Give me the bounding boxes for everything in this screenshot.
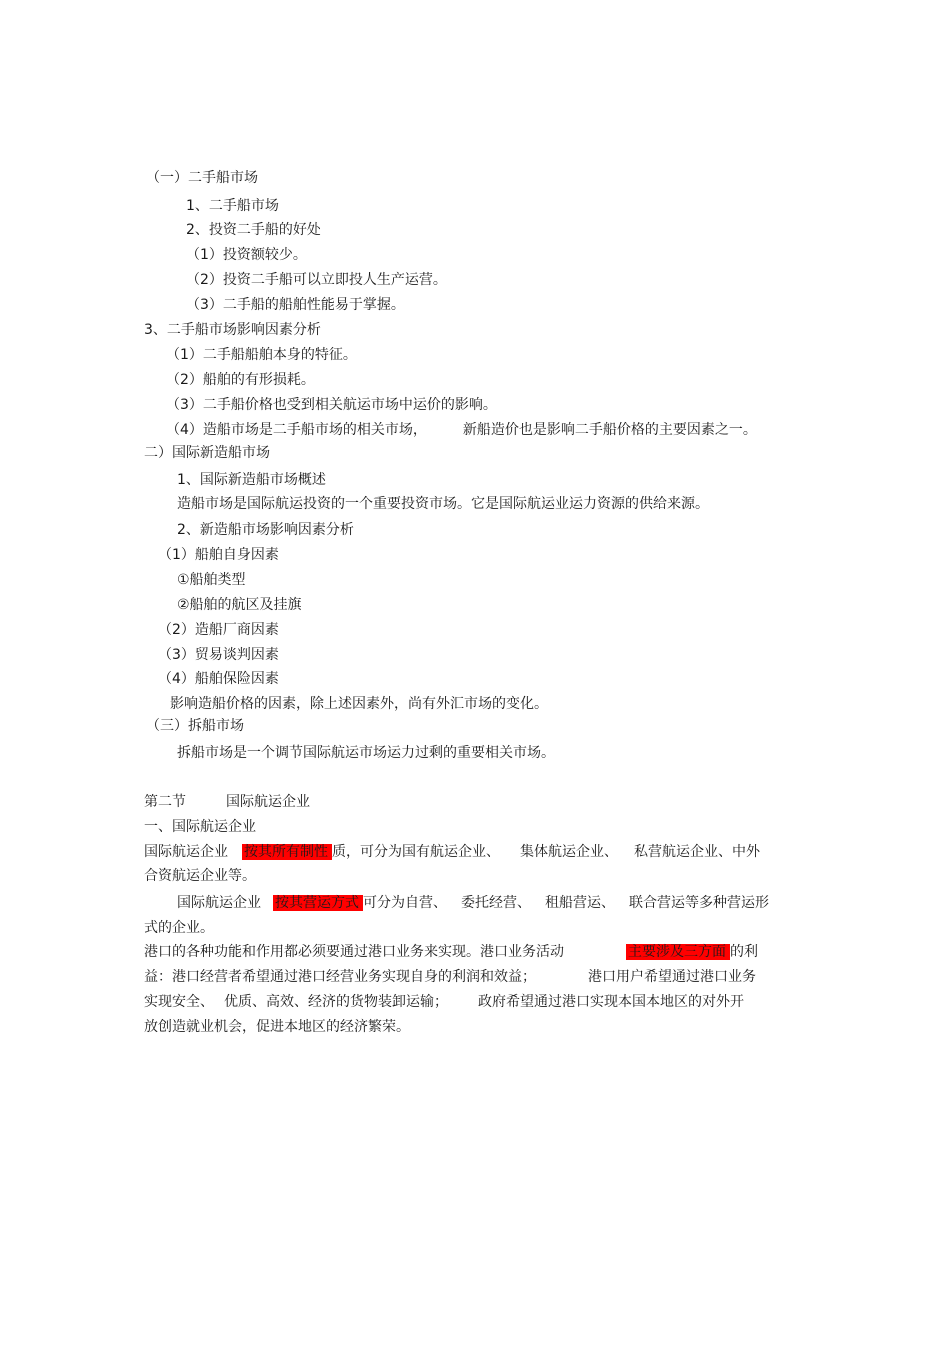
new-factor-2: （2）造船厂商因素 xyxy=(158,622,279,638)
text-run: 质，可分为国有航运企业、 xyxy=(332,844,500,860)
text-run: 的利 xyxy=(730,944,758,960)
item-2-invest-benefits: 2、投资二手船的好处 xyxy=(186,222,321,238)
factor-2: （2）船舶的有形损耗。 xyxy=(166,372,315,388)
text-run: 港口的各种功能和作用都必须要通过港口业务来实现。港口业务活动 xyxy=(144,944,564,960)
new-factor-1: （1）船舶自身因素 xyxy=(158,547,279,563)
ownership-paragraph-line-2: 合资航运企业等。 xyxy=(144,868,256,884)
factor-4-part-b: 新船造价也是影响二手船价格的主要因素之一。 xyxy=(462,422,757,438)
new-factor-4: （4）船舶保险因素 xyxy=(158,671,279,687)
item-3-factors: 3、二手船市场影响因素分析 xyxy=(144,322,321,338)
text-run: 委托经营、 xyxy=(461,895,531,911)
new-factor-3: （3）贸易谈判因素 xyxy=(158,647,279,663)
factor-4-part-a: （4）造船市场是二手船市场的相关市场， xyxy=(166,422,427,438)
text-run: 可分为自营、 xyxy=(363,895,447,911)
section-2-heading xyxy=(144,792,310,812)
operation-paragraph-line-2: 式的企业。 xyxy=(144,920,214,936)
port-paragraph-line-3 xyxy=(144,992,744,1012)
item-2-new-factors: 2、新造船市场影响因素分析 xyxy=(177,522,354,538)
exchange-market-note: 影响造船价格的因素，除上述因素外，尚有外汇市场的变化。 xyxy=(170,696,548,712)
section-2-number: 第二节 xyxy=(144,794,186,810)
text-run: 联合营运等多种营运形 xyxy=(629,895,769,911)
heading-secondhand-market: （一）二手船市场 xyxy=(146,170,258,186)
text-run: 益：港口经营者希望通过港口经营业务实现自身的利润和效益； xyxy=(144,969,536,985)
benefit-3: （3）二手船的船舶性能易于掌握。 xyxy=(186,297,405,313)
text-run: 私营航运企业、中外 xyxy=(634,844,760,860)
item-1-secondhand-market: 1、二手船市场 xyxy=(186,198,279,214)
text-run: 租船营运、 xyxy=(545,895,615,911)
heading-scrap-market: （三）拆船市场 xyxy=(146,718,244,734)
factor-4 xyxy=(166,420,757,440)
sub-factor-ship-type: ①船舶类型 xyxy=(177,572,246,588)
highlight-three-aspects: 主要涉及三方面 xyxy=(626,944,730,960)
text-run: 优质、高效、经济的货物装卸运输； xyxy=(224,994,448,1010)
section-2-title: 国际航运企业 xyxy=(226,794,310,810)
port-paragraph-line-4: 放创造就业机会，促进本地区的经济繁荣。 xyxy=(144,1019,410,1035)
text-run: 国际航运企业 xyxy=(144,844,228,860)
factor-1: （1）二手船船舶本身的特征。 xyxy=(166,347,357,363)
text-run: 国际航运企业 xyxy=(177,895,261,911)
text-run: 政府希望通过港口实现本国本地区的对外开 xyxy=(478,994,744,1010)
highlight-operation: 按其营运方式 xyxy=(273,895,363,911)
sub-factor-navigation-flag: ②船舶的航区及挂旗 xyxy=(177,597,302,613)
operation-paragraph-line-1 xyxy=(177,893,769,913)
port-paragraph-line-1 xyxy=(144,942,758,962)
benefit-2: （2）投资二手船可以立即投人生产运营。 xyxy=(186,272,447,288)
highlight-ownership: 按其所有制性 xyxy=(242,844,332,860)
benefit-1: （1）投资额较少。 xyxy=(186,247,307,263)
scrap-market-paragraph: 拆船市场是一个调节国际航运市场运力过剩的重要相关市场。 xyxy=(177,745,555,761)
port-paragraph-line-2 xyxy=(144,967,756,987)
factor-3: （3）二手船价格也受到相关航运市场中运价的影响。 xyxy=(166,397,497,413)
overview-paragraph: 造船市场是国际航运投资的一个重要投资市场。它是国际航运业运力资源的供给来源。 xyxy=(177,496,709,512)
heading-new-ship-market: 二）国际新造船市场 xyxy=(144,445,270,461)
ownership-paragraph-line-1 xyxy=(144,842,760,862)
text-run: 港口用户希望通过港口业务 xyxy=(588,969,756,985)
item-1-overview: 1、国际新造船市场概述 xyxy=(177,472,326,488)
text-run: 实现安全、 xyxy=(144,994,214,1010)
text-run: 集体航运企业、 xyxy=(520,844,618,860)
subheading-shipping-enterprise: 一、国际航运企业 xyxy=(144,819,256,835)
